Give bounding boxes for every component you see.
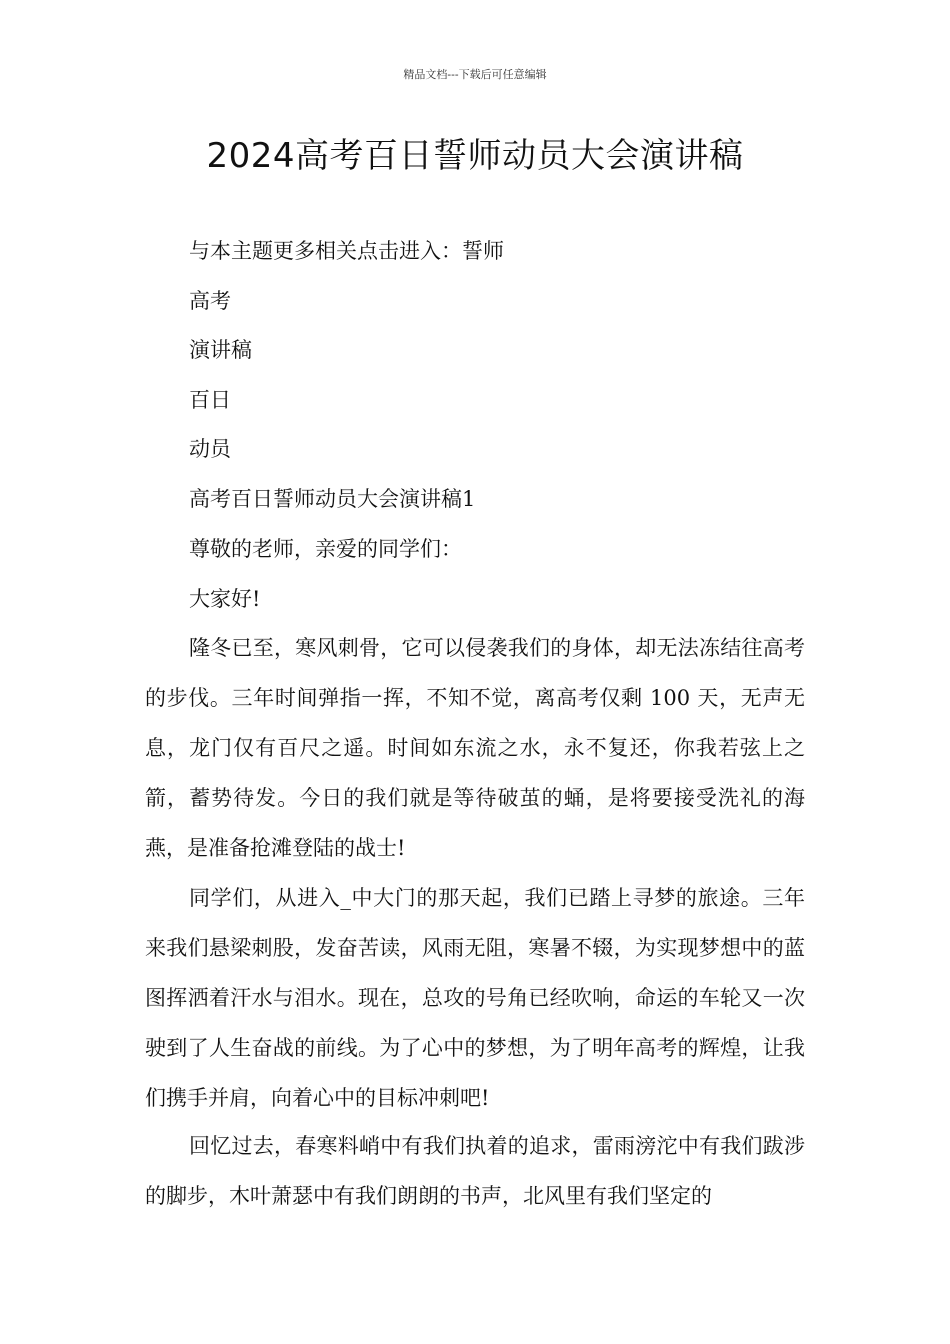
related-topics-intro: 与本主题更多相关点击进入：誓师 (189, 239, 504, 263)
related-topic-link[interactable]: 高考 (189, 289, 231, 313)
body-paragraph: 回忆过去，春寒料峭中有我们执着的追求，雷雨滂沱中有我们跋涉的脚步，木叶萧瑟中有我们朗朗的书声，北风里有我们坚定的 (145, 1134, 805, 1208)
document-title: 2024高考百日誓师动员大会演讲稿 (206, 136, 744, 176)
header-note: 精品文档---下载后可任意编辑 (403, 68, 547, 81)
section-title: 高考百日誓师动员大会演讲稿1 (189, 487, 476, 511)
related-topic-link[interactable]: 百日 (189, 388, 231, 412)
greeting: 大家好! (189, 587, 261, 611)
body-paragraph: 同学们，从进入_中大门的那天起，我们已踏上寻梦的旅途。三年来我们悬梁刺股，发奋苦读，风雨无阻，寒暑不辍，为实现梦想中的蓝图挥洒着汗水与泪水。现在，总攻的号角已经吹响，命运的车轮又一次驶到了人生奋战的前线。为了心中的梦想，为了明年高考的辉煌，让我们携手并肩，向着心中的目标冲刺吧! (145, 886, 805, 1110)
related-topic-link[interactable]: 演讲稿 (189, 338, 252, 362)
related-topic-link[interactable]: 动员 (189, 437, 231, 461)
body-paragraph: 隆冬已至，寒风刺骨，它可以侵袭我们的身体，却无法冻结往高考的步伐。三年时间弹指一挥，不知不觉，离高考仅剩 100 天，无声无息，龙门仅有百尺之遥。时间如东流之水，永不复还，你我若弦上之箭，蓄势待发。今日的我们就是等待破茧的蛹，是将要接受洗礼的海燕，是准备抢滩登陆的战士! (145, 636, 805, 860)
salutation: 尊敬的老师，亲爱的同学们： (189, 537, 462, 561)
